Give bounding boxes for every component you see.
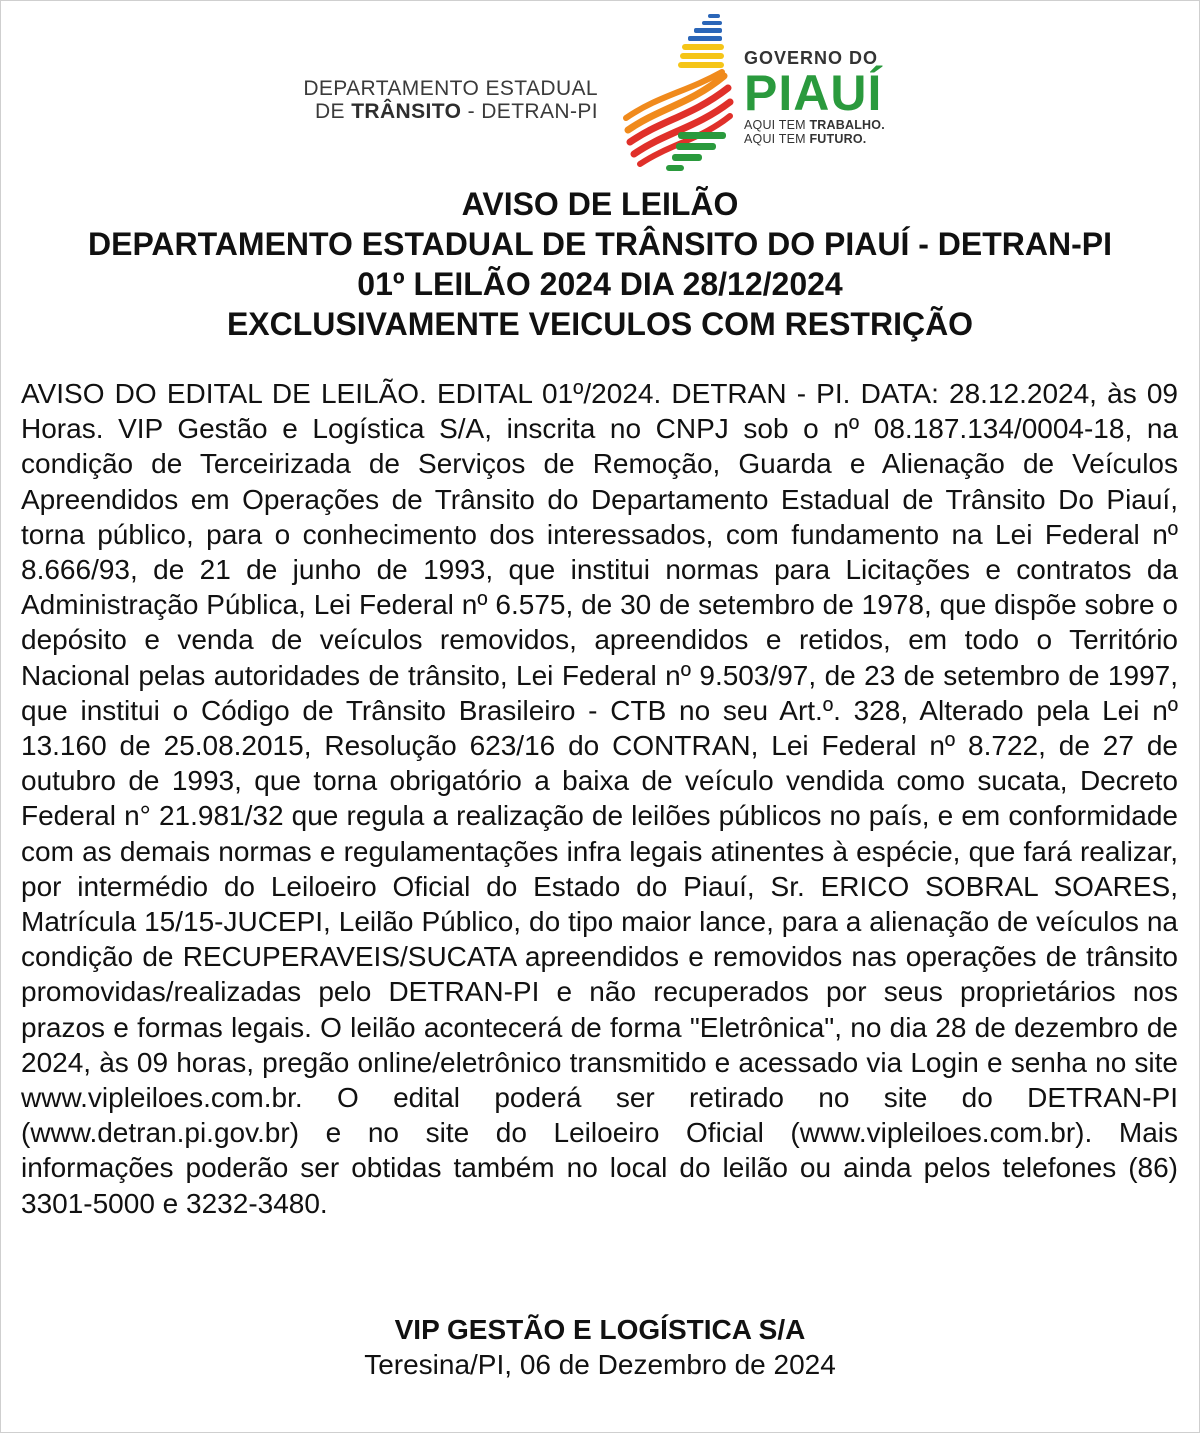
piaui-state-emblem-icon <box>620 12 740 172</box>
title-line-3: 01º LEILÃO 2024 DIA 28/12/2024 <box>357 266 843 302</box>
notice-body-paragraph: AVISO DO EDITAL DE LEILÃO. EDITAL 01º/2024. DETRAN - PI. DATA: 28.12.2024, às 09 Horas. VIP Gestão e Logística S/A, inscrita no CNPJ sob o nº 08.187.134/0004-18, na condição de Terceirizada de Serviços de Remoção, Guarda e Alienação de Veículos Apreendidos em Operações de Trânsito do Departamento Estadual de Trânsito Do Piauí, torna público, para o conhecimento dos interessados, com fundamento na Lei Federal nº 8.666/93, de 21 de junho de 1993, que institui normas para Licitações e contratos da Administração Pública, Lei Federal nº 6.575, de 30 de setembro de 1978, que dispõe sobre o depósito e venda de veículos removidos, apreendidos e retidos, em todo o Território Nacional pelas autoridades de trânsito, Lei Federal nº 9.503/97, de 23 de setembro de 1997, que institui o Código de Trânsito Brasileiro - CTB no seu Art.º. 328, Alterado pela Lei nº 13.160 de 25.08.2015, Resolução 623/16 do CONTRAN, Lei Federal nº 8.722, de 27 de outubro de 1993, que torna obrigatório a baixa de veículo vendida como sucata, Decreto Federal n° 21.981/32 que regula a realização de leilões públicos no país, e em conformidade com as demais normas e regulamentações infra legais atinentes à espécie, que fará realizar, por intermédio do Leiloeiro Oficial do Estado do Piauí, Sr. ERICO SOBRAL SOARES, Matrícula 15/15-JUCEPI, Leilão Público, do tipo maior lance, para a alienação de veículos na condição de RECUPERAVEIS/SUCATA apreendidos e removidos nas operações de trânsito promovidas/realizadas pelo DETRAN-PI e não recuperados por seus proprietários nos prazos e formas legais. O leilão acontecerá de forma "Eletrônica", no dia 28 de dezembro de 2024, às 09 horas, pregão online/eletrônico transmitido e acessado via Login e senha no site www.vipleiloes.com.br. O edital poderá ser retirado no site do DETRAN-PI (www.detran.pi.gov.br) e no site do Leiloeiro Oficial (www.vipleiloes.com.br). Mais informações poderão ser obtidas também no local do leilão ou ainda pelos telefones (86) 3301-5000 e 3232-3480. <box>21 378 1178 1219</box>
header <box>0 0 1200 180</box>
gov-logo-name: PIAUÍ <box>744 65 883 121</box>
notice-titles <box>0 184 1200 344</box>
notice-footer <box>0 1312 1200 1382</box>
gov-logo-slogan-1: AQUI TEM TRABALHO. <box>744 118 885 132</box>
title-line-1: AVISO DE LEILÃO <box>461 186 739 222</box>
detran-logo-line2: DE TRÂNSITO - DETRAN-PI <box>314 100 598 123</box>
gov-logo-top: GOVERNO DO <box>744 48 879 68</box>
footer-place-date: Teresina/PI, 06 de Dezembro de 2024 <box>364 1349 836 1380</box>
gov-logo-slogan-2: AQUI TEM FUTURO. <box>744 132 867 146</box>
detran-logo <box>298 77 598 123</box>
title-line-4: EXCLUSIVAMENTE VEICULOS COM RESTRIÇÃO <box>226 306 974 342</box>
footer-company-name: VIP GESTÃO E LOGÍSTICA S/A <box>394 1314 806 1345</box>
detran-logo-line1: DEPARTAMENTO ESTADUAL <box>303 77 598 100</box>
title-line-2: DEPARTAMENTO ESTADUAL DE TRÂNSITO DO PIAUÍ - DETRAN-PI <box>87 226 1113 262</box>
piaui-government-logo <box>744 48 944 146</box>
